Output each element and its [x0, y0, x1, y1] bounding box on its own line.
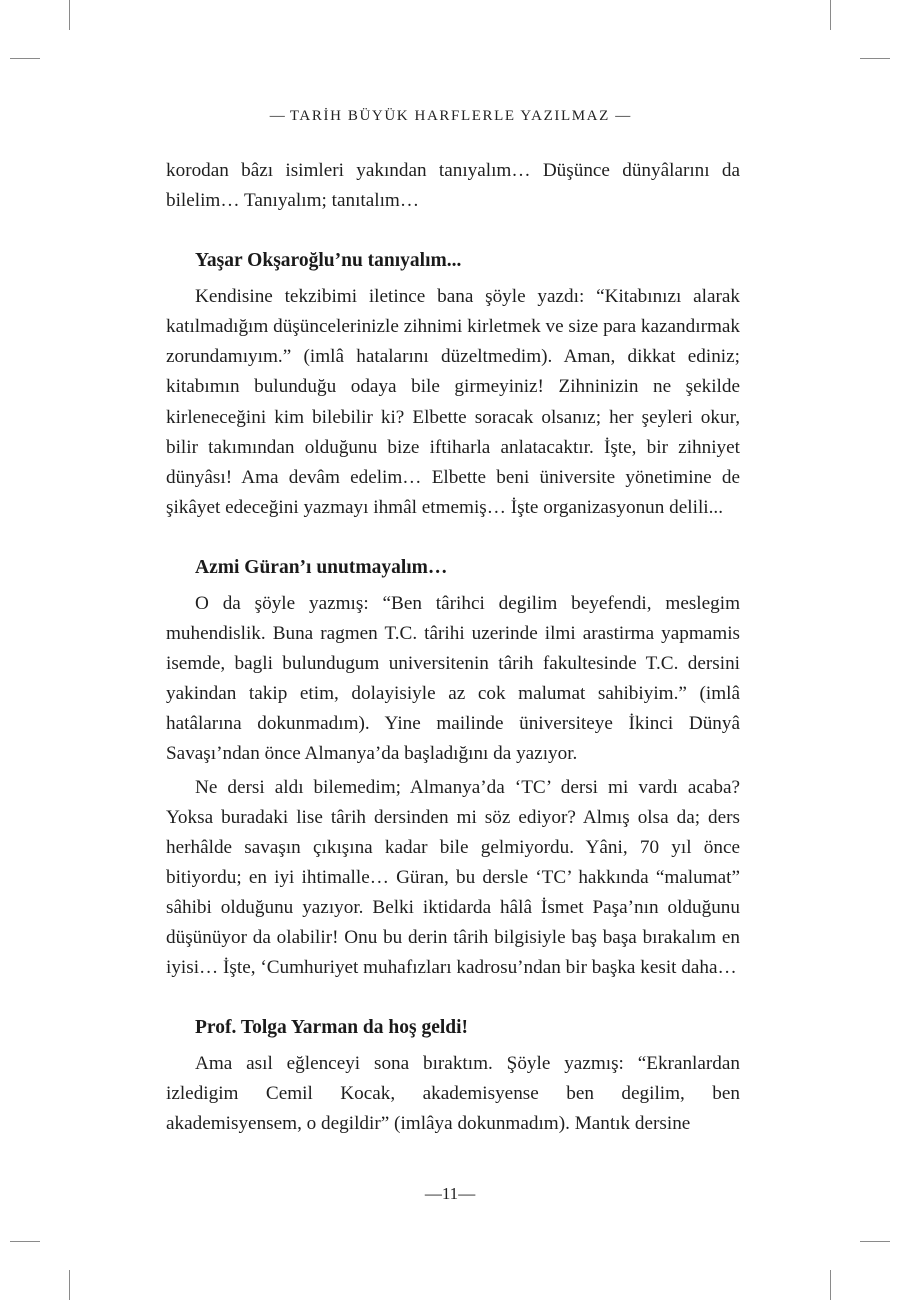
crop-mark-right-bottom	[860, 1241, 890, 1242]
page-number-dash-right: —	[458, 1184, 476, 1203]
running-head	[0, 108, 900, 125]
crop-mark-right-top	[860, 58, 890, 59]
page-body	[166, 156, 740, 1139]
page-number-dash-left: —	[424, 1184, 442, 1203]
crop-mark-top-left	[69, 0, 70, 30]
paragraph-intro: korodan bâzı isimleri yakından tanıyalım… Düşünce dünyâlarını da bilelim… Tanıyalım; tanıtalım…	[166, 160, 740, 212]
paragraph-azmi-guran-commentary: Ne dersi aldı bilemedim; Almanya’da ‘TC’ dersi mi vardı acaba? Yoksa buradaki lise târih dersinden mi söz ediyor? Almış olsa da; ders herhâlde savaşın çıkışına kadar bile gelmiyordu. Yâni, 70 yıl önce bitiyordu; en iyi ihtimalle… Güran, bu dersle ‘TC’ hakkında “malumat” sâhibi olduğunu yazıyor. Belki iktidarda hâlâ İsmet Paşa’nın olduğunu düşünüyor da olabilir! Onu bu derin târih bilgisiyle baş başa bırakalım en iyisi… İşte, ‘Cumhuriyet muhafızları kadrosu’ndan bir başka kesit daha…	[166, 776, 740, 979]
page-number-value: 11	[441, 1184, 459, 1203]
running-head-dash-left: —	[269, 108, 285, 124]
paragraph-tolga-yarman: Ama asıl eğlenceyi sona bıraktım. Şöyle yazmış: “Ekranlardan izledigim Cemil Kocak, akademisyense ben degilim, ben akademisyensem, o degildir” (imlâya dokunmadım). Mantık dersine	[166, 1053, 740, 1135]
crop-mark-left-top	[10, 58, 40, 59]
running-head-dash-right: —	[615, 108, 631, 124]
running-head-title: TARİH BÜYÜK HARFLERLE YAZILMAZ	[289, 108, 610, 124]
paragraph-azmi-guran-quote: O da şöyle yazmış: “Ben târihci degilim beyefendi, meslegim muhendislik. Buna ragmen T.C. târihi uzerinde ilmi arastirma yapmamis isemde, bagli bulundugum universitenin târih fakultesinde T.C. dersini yakindan takip etim, dolayisiyle az cok malumat sahibiyim.” (imlâ hatâlarına dokunmadım). Yine mailinde üniversiteye İkinci Dünyâ Savaşı’ndan önce Almanya’da başladığını da yazıyor.	[166, 592, 740, 765]
crop-mark-left-bottom	[10, 1241, 40, 1242]
crop-mark-bottom-left	[69, 1270, 70, 1300]
section-heading-azmi-guran: Azmi Güran’ı unutmayalım…	[195, 556, 448, 578]
section-heading-yasar-oksaroglu: Yaşar Okşaroğlu’nu tanıyalım...	[195, 250, 462, 272]
paragraph-yasar-oksaroglu: Kendisine tekzibimi iletince bana şöyle yazdı: “Kitabınızı alarak katılmadığım düşüncelerinizle zihnimi kirletmek ve size para kazandırmak zorundamıyım.” (imlâ hatalarını düzeltmedim). Aman, dikkat ediniz; kitabımın bulunduğu odaya bile girmeyiniz! Zihninizin ne şekilde kirleneceğini kim bilebilir ki? Elbette soracak olsanız; her şeyleri okur, bilir takımından olduğunu bize iftiharla anlatacaktır. İşte, bir zihniyet dünyâsı! Ama devâm edelim… Elbette beni üniversite yönetimine de şikâyet edeceğini yazmayı ihmâl etmemiş… İşte organizasyonun delili...	[166, 286, 740, 518]
page-number	[0, 1184, 900, 1204]
crop-mark-bottom-right	[830, 1270, 831, 1300]
crop-mark-top-right	[830, 0, 831, 30]
section-heading-tolga-yarman: Prof. Tolga Yarman da hoş geldi!	[195, 1017, 469, 1039]
